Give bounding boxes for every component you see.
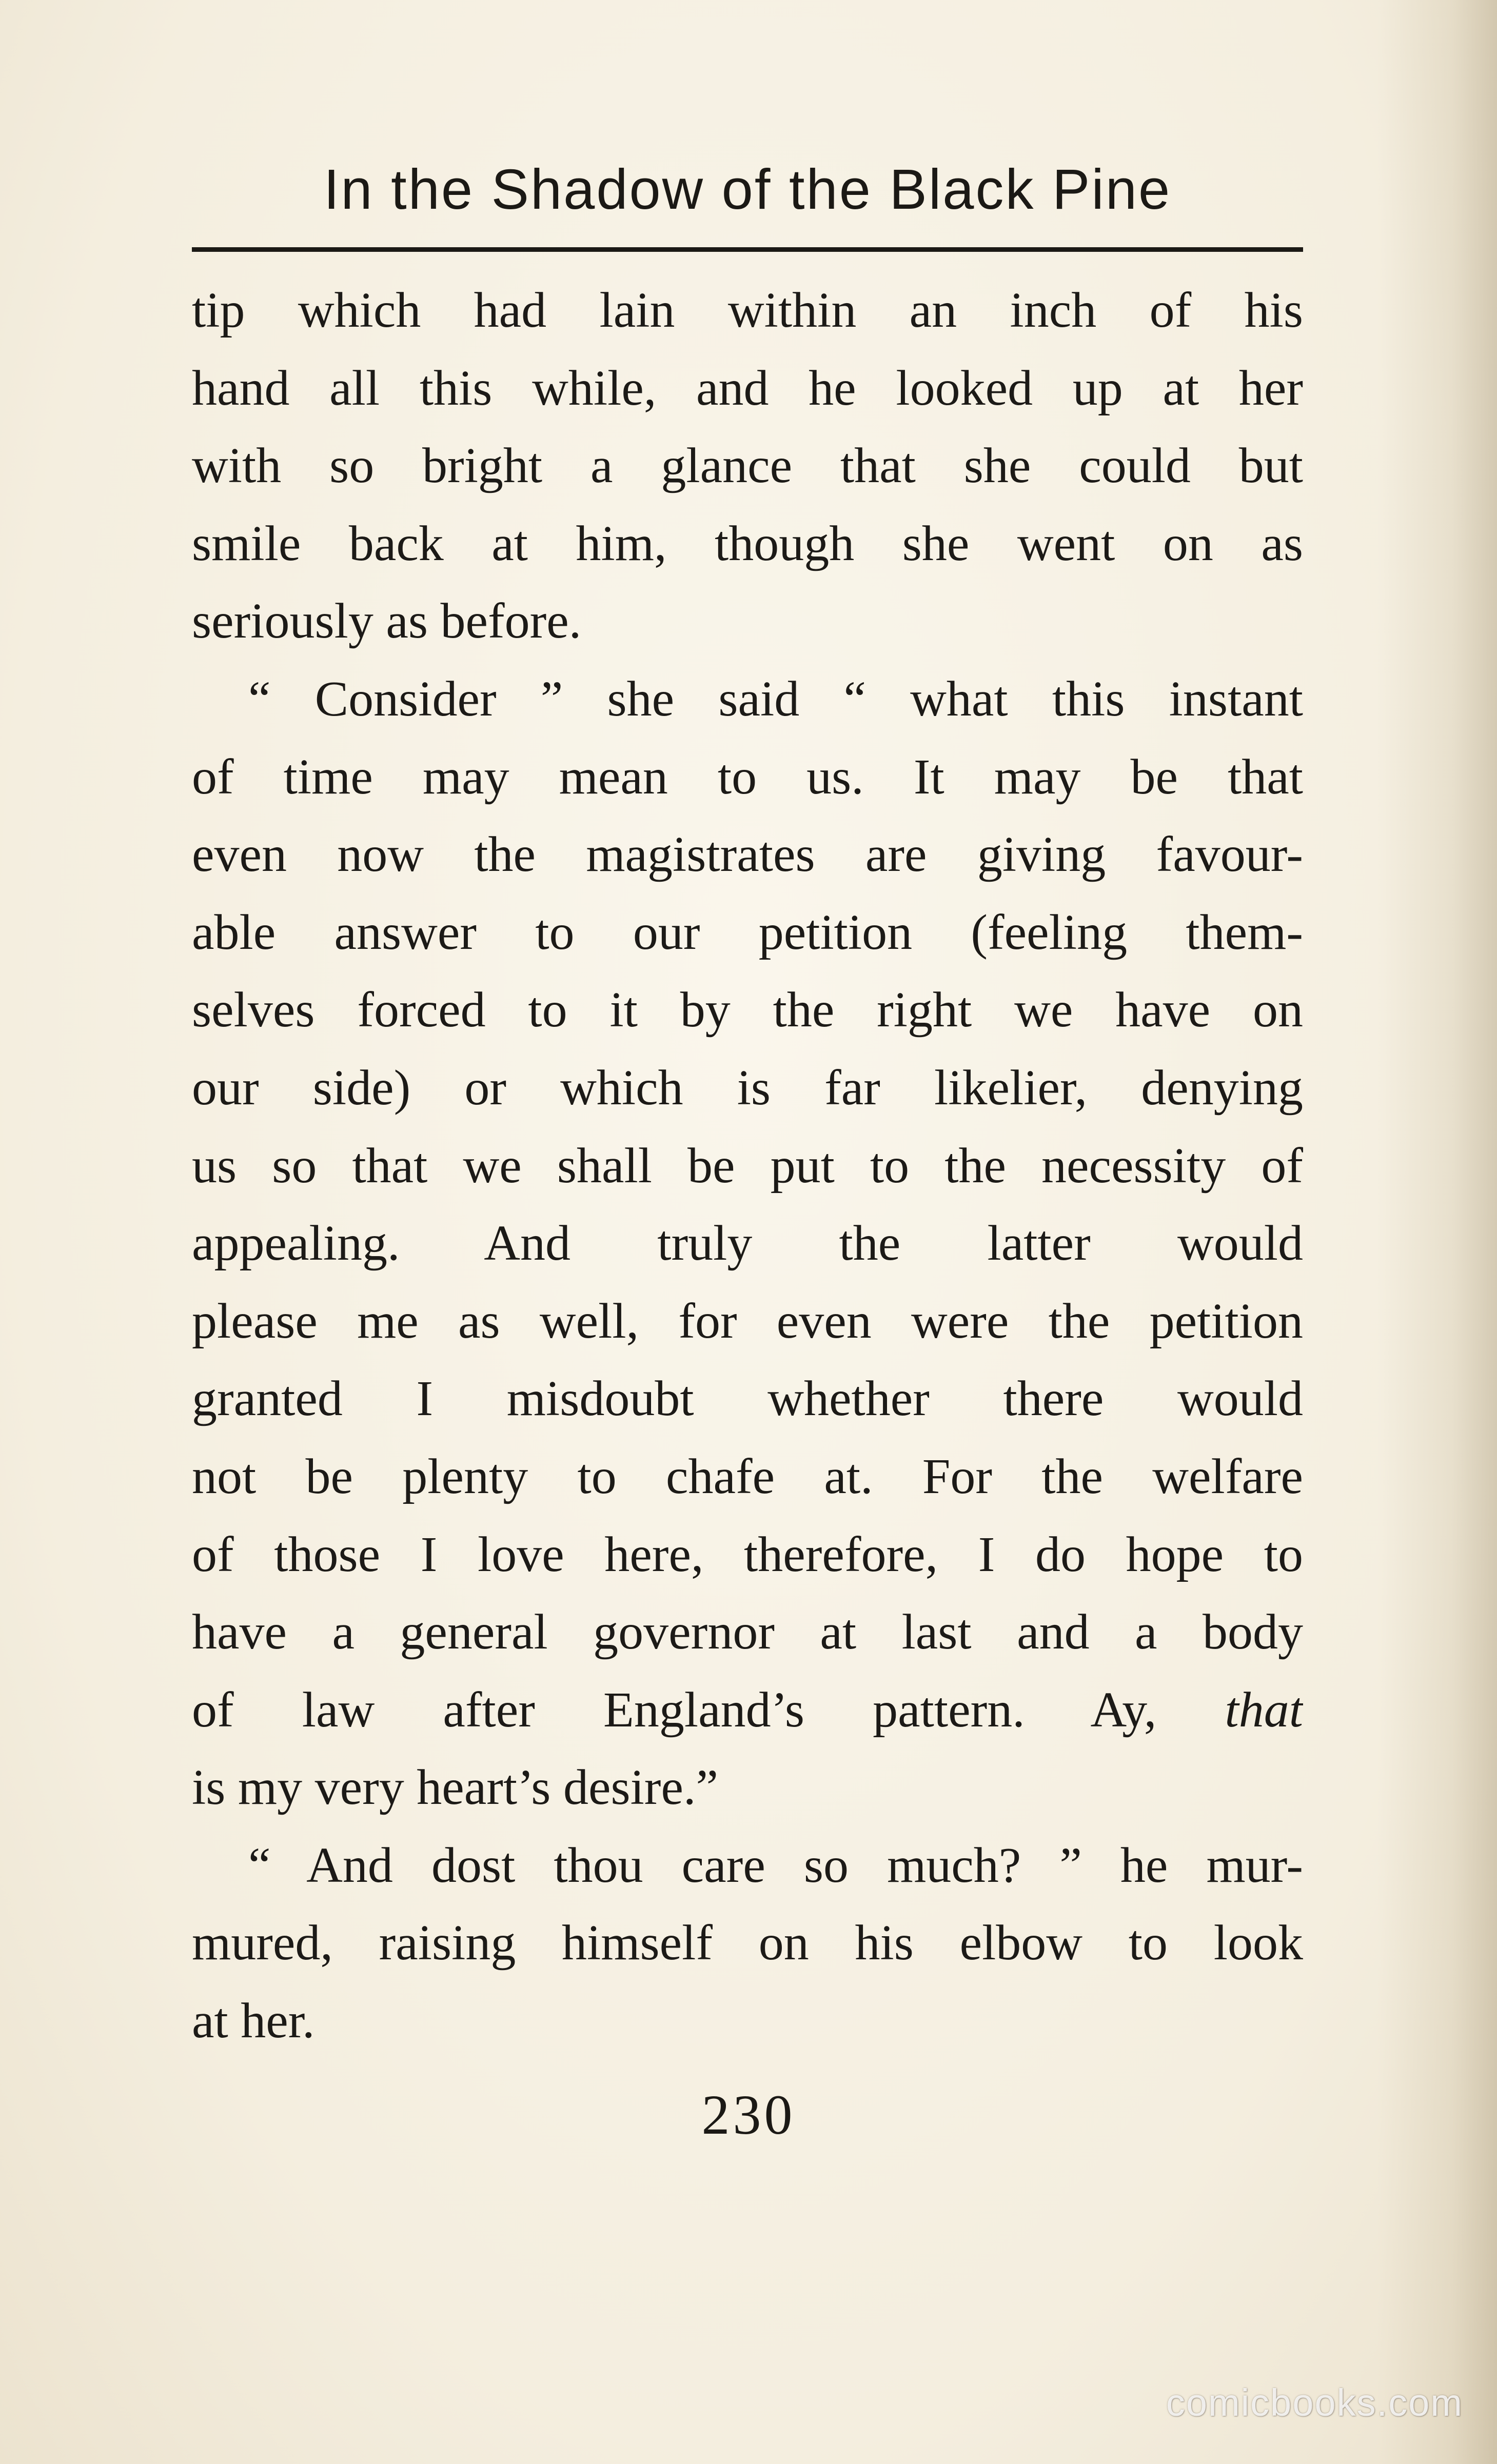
watermark: comicbooks.com: [1166, 2381, 1463, 2424]
text-line: even now the magistrates are giving favour-: [192, 827, 1303, 883]
text-line: appealing. And truly the latter would: [192, 1216, 1303, 1271]
text-line: of time may mean to us. It may be that: [192, 749, 1303, 805]
header-rule: [192, 247, 1303, 252]
text-line: not be plenty to chafe at. For the welfare: [192, 1448, 1303, 1504]
text-line: have a general governor at last and a body: [192, 1604, 1303, 1660]
text-line: of those I love here, therefore, I do hope to: [192, 1526, 1303, 1582]
paragraph-start-line: “ Consider ” she said “ what this instant: [248, 671, 1303, 727]
text-line: smile back at him, though she went on as: [192, 515, 1303, 571]
text-line: seriously as before.: [192, 593, 582, 649]
text-line: of law after England’s pattern. Ay, that: [192, 1682, 1303, 1738]
text-line: please me as well, for even were the petition: [192, 1293, 1303, 1349]
paragraph-start-line: “ And dost thou care so much? ” he mur-: [248, 1837, 1303, 1893]
text-line: us so that we shall be put to the necessity of: [192, 1138, 1303, 1194]
text-line: with so bright a glance that she could but: [192, 438, 1303, 494]
text-line: selves forced to it by the right we have on: [192, 982, 1303, 1038]
text-line: tip which had lain within an inch of his: [192, 283, 1303, 338]
body-text: [192, 272, 1303, 2060]
text-line: our side) or which is far likelier, denying: [192, 1060, 1303, 1116]
text-line: able answer to our petition (feeling them-: [192, 904, 1303, 960]
text-line: hand all this while, and he looked up at her: [192, 360, 1303, 416]
italic-emphasis: that: [1225, 1682, 1303, 1738]
running-head: In the Shadow of the Black Pine: [323, 158, 1172, 221]
text-line: is my very heart’s desire.”: [192, 1760, 718, 1816]
text-line: at her.: [192, 1993, 315, 2049]
page-number: 230: [701, 2083, 796, 2146]
text-line: mured, raising himself on his elbow to look: [192, 1915, 1303, 1971]
text-line: granted I misdoubt whether there would: [192, 1371, 1303, 1427]
